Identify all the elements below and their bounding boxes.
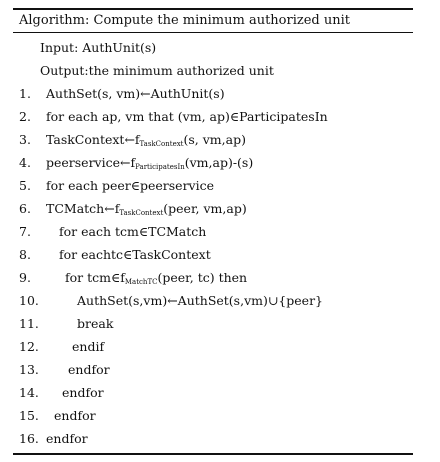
line-number: 14. (19, 385, 39, 400)
line-number: 12. (19, 339, 39, 354)
algorithm-line (13, 220, 413, 243)
algorithm-line (13, 312, 413, 335)
algorithm-line (13, 427, 413, 450)
line-number: 4. (19, 155, 31, 170)
line-code: for $tcm\in f_{MatchTC}(peer$, tc) then (65, 270, 248, 286)
line-number: 16. (19, 431, 39, 446)
algorithm-box (13, 8, 413, 455)
algorithm-line (13, 105, 413, 128)
line-code: AuthSet(s,vm)←AuthSet(s,vm)∪{peer} (77, 293, 324, 308)
algorithm-line (13, 335, 413, 358)
algorithm-line (13, 404, 413, 427)
algorithm-line (13, 151, 413, 174)
bottom-rule (13, 453, 413, 455)
line-number: 7. (19, 224, 31, 239)
line-code: for each tcm∈TCMatch (59, 224, 207, 239)
line-number: 10. (19, 293, 39, 308)
line-number: 2. (19, 109, 31, 124)
line-number: 9. (19, 270, 31, 285)
algorithm-line (13, 243, 413, 266)
algorithm-line (13, 381, 413, 404)
algorithm-line (13, 266, 413, 289)
algorithm-line (13, 128, 413, 151)
line-code: endfor (46, 431, 88, 446)
algorithm-line (13, 82, 413, 105)
line-code: for each ap, vm that (vm, ap)∈ParticipatesIn (46, 109, 328, 124)
algorithm-line (13, 289, 413, 312)
line-number: 13. (19, 362, 39, 377)
algorithm-line (13, 174, 413, 197)
algorithm-line (13, 358, 413, 381)
line-code: $peerservice\leftarrow f_{ParticipatesIn}(vm,ap)-(s)$ (46, 155, 254, 171)
algorithm-line (13, 197, 413, 220)
line-code: $TCMatch\leftarrow f_{TaskContext}(peer$, vm,ap) (46, 201, 247, 217)
algorithm-body (13, 33, 413, 453)
line-number: 3. (19, 132, 31, 147)
line-code: AuthSet(s, vm)←AuthUnit(s) (46, 86, 225, 101)
line-number: 6. (19, 201, 31, 216)
line-number: 5. (19, 178, 31, 193)
line-code: endif (72, 339, 105, 354)
output-line: Output:the minimum authorized unit (40, 63, 274, 78)
line-code: for each peer∈peerservice (46, 178, 215, 193)
line-code: endfor (68, 362, 110, 377)
line-number: 15. (19, 408, 39, 423)
line-code: break (77, 316, 114, 331)
line-number: 11. (19, 316, 39, 331)
algorithm-title: Algorithm: Compute the minimum authorized unit (19, 13, 350, 28)
line-number: 1. (19, 86, 31, 101)
line-code: $TaskContext\leftarrow f_{TaskContext}(s$, vm,ap) (46, 132, 246, 148)
line-code: for eachtc∈TaskContext (59, 247, 211, 262)
line-number: 8. (19, 247, 31, 262)
line-code: endfor (54, 408, 96, 423)
line-code: endfor (62, 385, 104, 400)
input-line: Input: AuthUnit(s) (40, 40, 157, 55)
